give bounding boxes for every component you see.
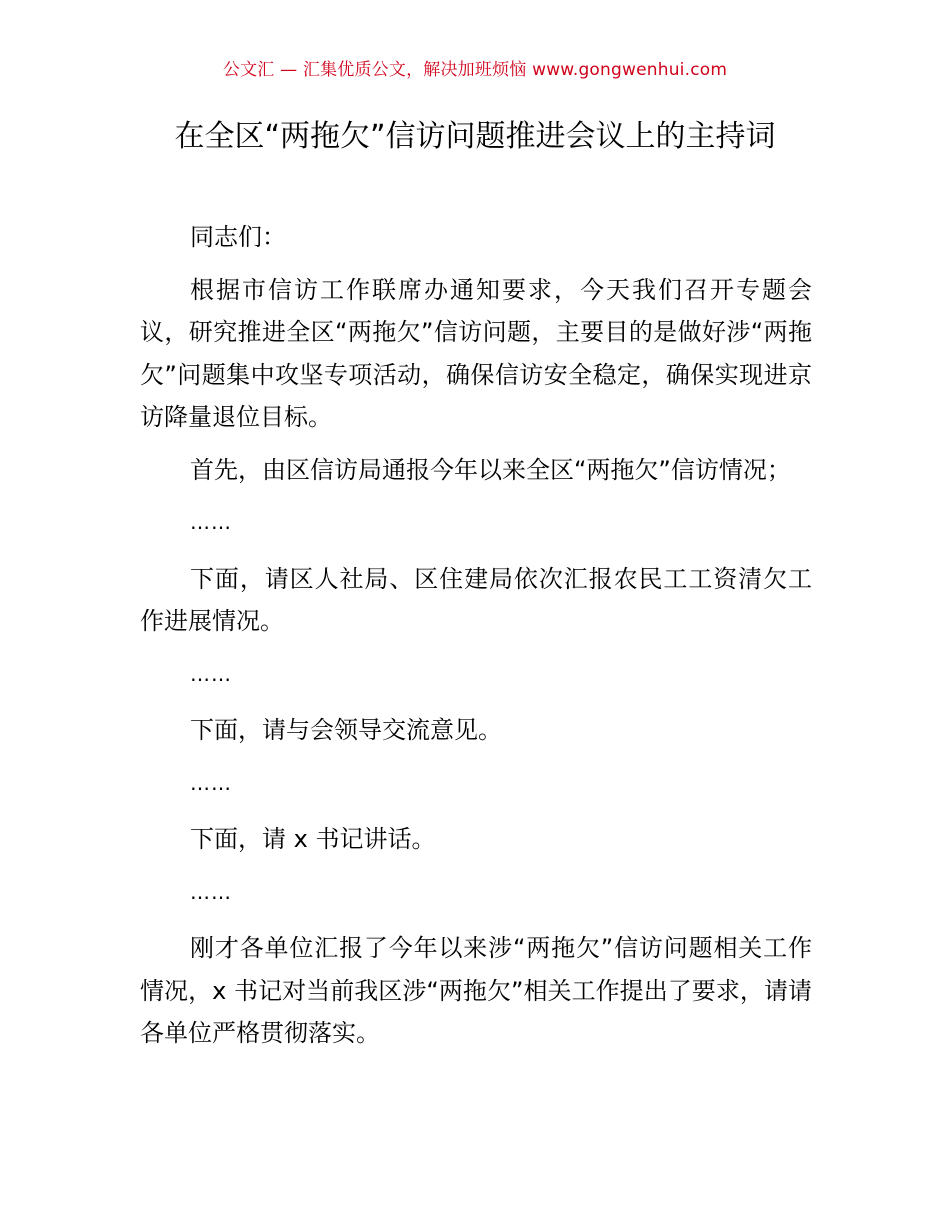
- document-title: 在全区“两拖欠”信访问题推进会议上的主持词: [174, 119, 776, 154]
- paragraph-agenda-1: 首先，由区信访局通报今年以来全区“两拖欠”信访情况；: [190, 455, 791, 484]
- ellipsis: ……: [190, 661, 232, 686]
- paragraph-closing: 刚才各单位汇报了今年以来涉“两拖欠”信访问题相关工作情况，x 书记对当前我区涉“两拖欠”相关工作提出了要求，请请各单位严格贯彻落实。: [140, 934, 812, 1047]
- salutation: 同志们：: [190, 223, 286, 251]
- ellipsis: ……: [190, 510, 232, 534]
- paragraph-intro: 根据市信访工作联席办通知要求，今天我们召开专题会议，研究推进全区“两拖欠”信访问题，主要目的是做好涉“两拖欠”问题集中攻坚专项活动，确保信访安全稳定，确保实现进京访降量退位目标。: [140, 275, 812, 431]
- site-banner: 公文汇 — 汇集优质公文，解决加班烦恼 www.gongwenhui.com: [222, 60, 728, 80]
- paragraph-agenda-3: 下面，请与会领导交流意见。: [190, 716, 502, 744]
- ellipsis: ……: [190, 770, 232, 795]
- paragraph-agenda-4: 下面，请 x 书记讲话。: [190, 825, 436, 853]
- paragraph-agenda-2: 下面，请区人社局、区住建局依次汇报农民工工资清欠工作进展情况。: [140, 564, 812, 635]
- ellipsis: ……: [190, 879, 232, 904]
- document-body: [140, 216, 812, 1065]
